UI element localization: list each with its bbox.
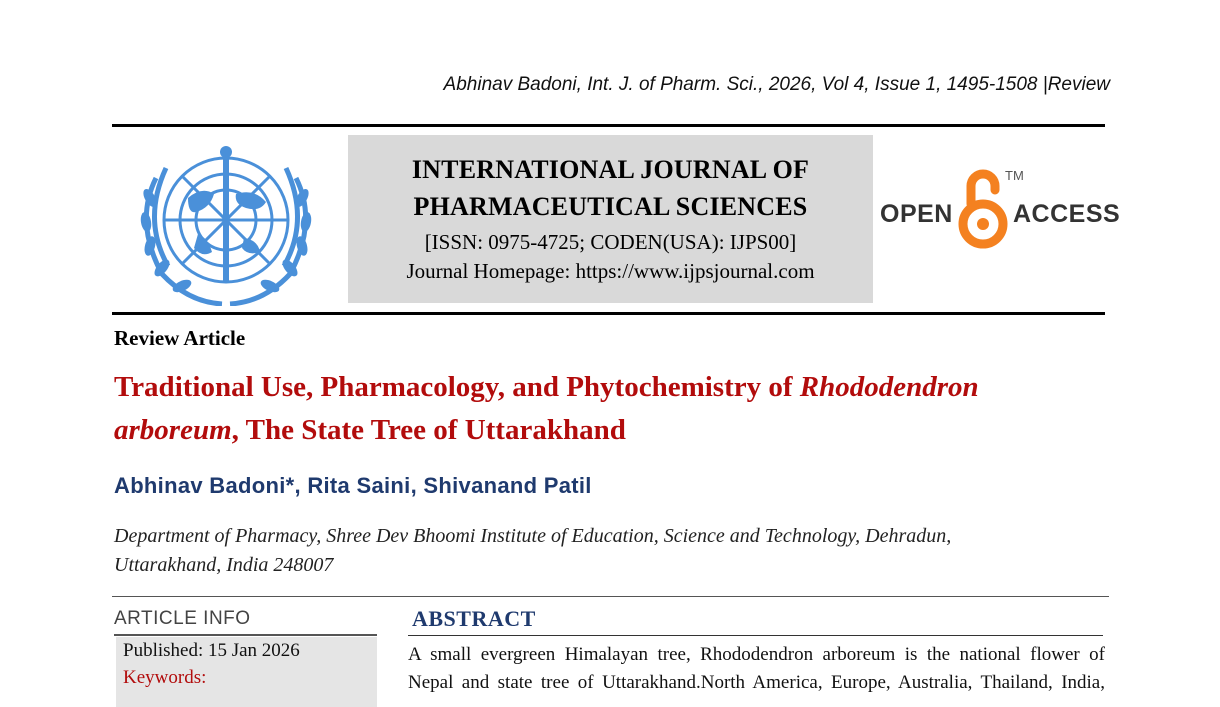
article-title-species-genus: Rhododendron [799,371,979,403]
abstract-line1: A small evergreen Himalayan tree, Rhododendron arboreum is the national flower of [408,644,1105,665]
open-access-word-open: OPEN [880,200,953,228]
author-list: Abhinav Badoni*, Rita Saini, Shivanand Patil [114,473,592,498]
affiliation-line2: Uttarakhand, India 248007 [114,554,334,576]
journal-title-line1: INTERNATIONAL JOURNAL OF [411,155,810,184]
abstract-line2: Nepal and state tree of Uttarakhand.North America, Europe, Australia, Thailand, India, [408,672,1105,693]
article-title-part1: Traditional Use, Pharmacology, and Phytochemistry of [114,371,800,403]
journal-title-line2: PHARMACEUTICAL SCIENCES [413,192,808,221]
open-access-lock-icon [953,164,1013,250]
header-bottom-rule [112,312,1105,315]
journal-homepage: Journal Homepage: https://www.ijpsjournal.com [406,259,815,283]
trademark-mark: TM [1005,168,1024,183]
abstract-heading: ABSTRACT [412,606,536,631]
journal-issn: [ISSN: 0975-4725; CODEN(USA): IJPS00] [424,230,797,254]
article-type: Review Article [114,326,246,350]
open-access-word-access: ACCESS [1013,200,1121,228]
header-top-rule [112,124,1105,127]
open-access-logo [880,162,1121,252]
article-title [114,366,1104,452]
journal-logo [126,138,326,306]
article-title-species-epithet: arboreum [114,414,232,446]
keywords-label: Keywords: [123,667,207,688]
journal-masthead [348,135,873,303]
abstract-body [408,641,1105,697]
article-info-heading: ARTICLE INFO [114,608,251,629]
running-header-citation: Abhinav Badoni, Int. J. of Pharm. Sci., 2026, Vol 4, Issue 1, 1495-1508 |Review [443,74,1110,95]
author-affiliation [114,522,1104,580]
published-date: Published: 15 Jan 2026 [123,640,300,661]
un-emblem-logo-icon [126,138,326,306]
abstract-rule [408,635,1103,636]
section-divider [112,596,1109,597]
article-title-part2: , The State Tree of Uttarakhand [231,414,626,446]
article-info-rule [114,634,377,636]
affiliation-line1: Department of Pharmacy, Shree Dev Bhoomi Institute of Education, Science and Technology, Dehradun, [114,525,952,547]
